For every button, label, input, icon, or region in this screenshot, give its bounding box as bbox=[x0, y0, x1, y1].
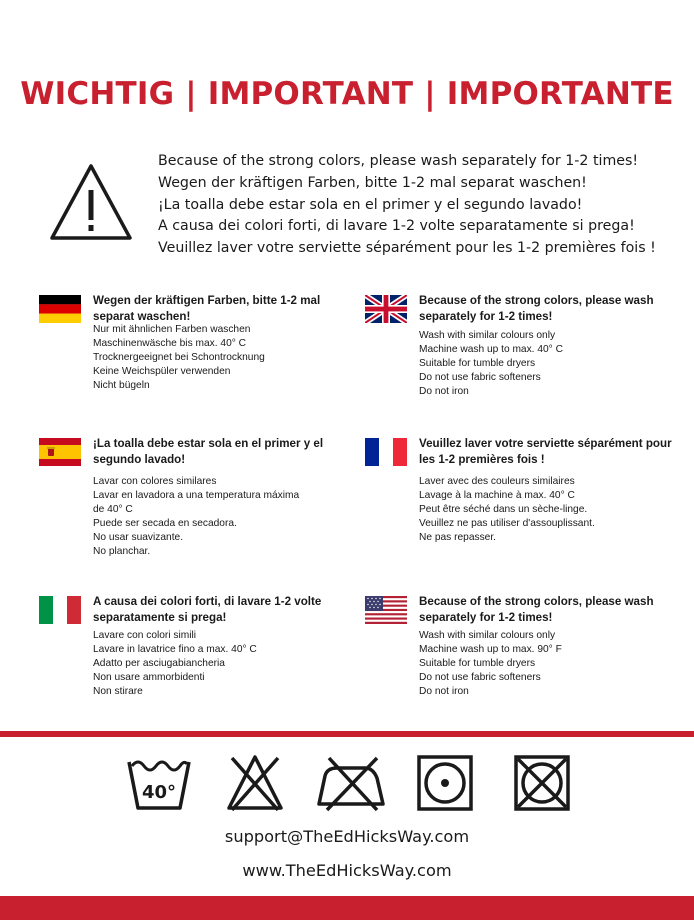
list-item: Lavare in lavatrice fino a max. 40° C bbox=[93, 644, 257, 655]
list-item: de 40° C bbox=[93, 504, 133, 515]
support-email: support@TheEdHicksWay.com bbox=[224, 827, 470, 846]
us-title: Because of the strong colors, please wash separately for 1-2 times! bbox=[419, 595, 654, 624]
list-item: Laver avec des couleurs similaires bbox=[419, 476, 575, 487]
italian-list bbox=[93, 629, 257, 699]
french-title: Veuillez laver votre serviette séparément pour les 1-2 premières fois ! bbox=[419, 437, 672, 466]
warning-line-it: A causa dei colori forti, di lavare 1-2 volte separatamente si prega! bbox=[158, 218, 635, 235]
list-item: Puede ser secada en secadora. bbox=[93, 518, 237, 529]
list-item: Suitable for tumble dryers bbox=[419, 658, 536, 669]
list-item: Machine wash up to max. 40° C bbox=[419, 344, 563, 355]
bottom-bar bbox=[0, 896, 694, 920]
uk-list bbox=[419, 329, 563, 399]
list-item: No usar suavizante. bbox=[93, 532, 184, 543]
list-item: Adatto per asciugabiancheria bbox=[93, 658, 225, 669]
german-title: Wegen der kräftigen Farben, bitte 1-2 mal separat waschen! bbox=[93, 294, 321, 323]
warning-line-en: Because of the strong colors, please wash separately for 1-2 times! bbox=[158, 153, 639, 169]
germany-flag-icon bbox=[39, 295, 81, 323]
list-item: Ne pas repasser. bbox=[419, 532, 497, 543]
list-item: No planchar. bbox=[93, 546, 151, 557]
united-kingdom-flag-icon bbox=[365, 295, 407, 323]
warning-triangle-icon bbox=[49, 162, 133, 242]
list-item: Maschinenwäsche bis max. 40° C bbox=[93, 338, 246, 349]
warning-text bbox=[158, 151, 688, 260]
list-item: Lavare con colori simili bbox=[93, 630, 197, 641]
list-item: Lavar en lavadora a una temperatura máxima bbox=[93, 490, 300, 501]
do-not-tumble-dry-icon bbox=[513, 754, 571, 812]
list-item: Do not iron bbox=[419, 686, 469, 697]
spain-flag-icon bbox=[39, 438, 81, 466]
tumble-dry-icon bbox=[416, 754, 474, 812]
wash-40-icon bbox=[126, 754, 192, 812]
do-not-iron-icon bbox=[315, 754, 387, 812]
list-item: Do not use fabric softeners bbox=[419, 672, 541, 683]
list-item: Do not use fabric softeners bbox=[419, 372, 541, 383]
list-item: Wash with similar colours only bbox=[419, 630, 556, 641]
warning-line-fr: Veuillez laver votre serviette séparément pour les 1-2 premières fois ! bbox=[158, 240, 656, 257]
do-not-bleach-icon bbox=[226, 754, 284, 812]
list-item: Lavar con colores similares bbox=[93, 476, 217, 487]
wash-temperature-label: 40° bbox=[141, 782, 177, 803]
list-item: Trocknergeeignet bei Schontrocknung bbox=[93, 352, 265, 363]
list-item: Veuillez ne pas utiliser d'assouplissant. bbox=[419, 518, 595, 529]
list-item: Lavage à la machine à max. 40° C bbox=[419, 490, 575, 501]
list-item: Non usare ammorbidenti bbox=[93, 672, 205, 683]
list-item: Peut être séché dans un sèche-linge. bbox=[419, 504, 588, 515]
list-item: Nur mit ähnlichen Farben waschen bbox=[93, 324, 251, 335]
list-item: Machine wash up to max. 90° F bbox=[419, 644, 562, 655]
spanish-title: ¡La toalla debe estar sola en el primer y el segundo lavado! bbox=[93, 437, 324, 466]
warning-line-es: ¡La toalla debe estar sola en el primer y el segundo lavado! bbox=[158, 196, 583, 213]
divider-bar bbox=[0, 731, 694, 737]
united-states-flag-icon bbox=[365, 596, 407, 624]
list-item: Nicht bügeln bbox=[93, 380, 150, 391]
german-list bbox=[93, 323, 265, 393]
us-list bbox=[419, 629, 562, 699]
list-item: Do not iron bbox=[419, 386, 469, 397]
french-list bbox=[419, 475, 595, 545]
italy-flag-icon bbox=[39, 596, 81, 624]
uk-title: Because of the strong colors, please wash separately for 1-2 times! bbox=[419, 294, 654, 323]
list-item: Suitable for tumble dryers bbox=[419, 358, 536, 369]
list-item: Non stirare bbox=[93, 686, 143, 697]
website-url: www.TheEdHicksWay.com bbox=[242, 861, 452, 880]
spanish-list bbox=[93, 475, 299, 559]
france-flag-icon bbox=[365, 438, 407, 466]
list-item: Keine Weichspüler verwenden bbox=[93, 366, 231, 377]
page-title: WICHTIG | IMPORTANT | IMPORTANTE bbox=[20, 76, 674, 112]
warning-line-de: Wegen der kräftigen Farben, bitte 1-2 mal separat waschen! bbox=[158, 174, 587, 191]
italian-title: A causa dei colori forti, di lavare 1-2 volte separatamente si prega! bbox=[93, 595, 322, 624]
list-item: Wash with similar colours only bbox=[419, 330, 556, 341]
